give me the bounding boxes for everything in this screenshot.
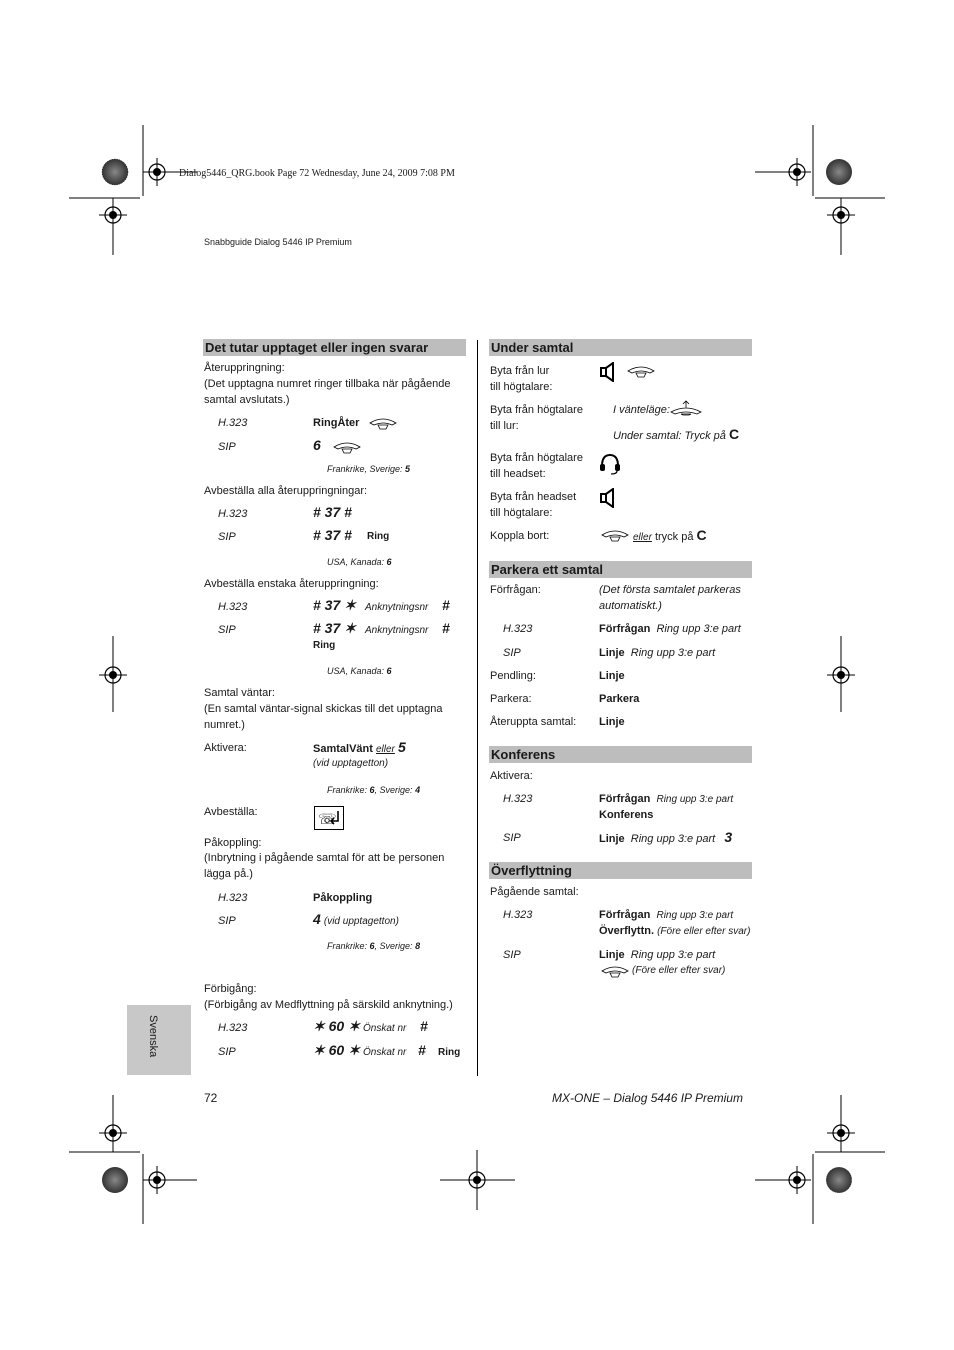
code-37-star: # 37 ✶ xyxy=(313,597,356,613)
footer-title: MX-ONE – Dialog 5446 IP Premium xyxy=(552,1091,743,1105)
transfer-h323-line: Förfrågan Ring upp 3:e part xyxy=(599,909,734,921)
label-sip: SIP xyxy=(218,624,236,636)
country-note: USA, Kanada: 6 xyxy=(327,557,392,567)
code-37: # 37 # xyxy=(313,504,352,520)
speaker-icon xyxy=(599,362,619,382)
row-speaker-to-headset-1: Byta från högtalare xyxy=(490,452,583,464)
label-sip: SIP xyxy=(503,647,521,659)
label-h323: H.323 xyxy=(503,793,533,805)
running-head: Snabbguide Dialog 5446 IP Premium xyxy=(204,237,352,247)
desc-recall-1: (Det upptagna numret ringer tillbaka när pågående xyxy=(204,378,451,390)
resume-label: Återuppta samtal: xyxy=(490,716,577,728)
language-tab xyxy=(127,1005,191,1075)
desc-intrusion-2: lägga på.) xyxy=(204,868,253,880)
section-header-park: Parkera ett samtal xyxy=(489,561,752,578)
during-call-press: Under samtal: Tryck på C xyxy=(613,426,740,442)
label-sip: SIP xyxy=(503,832,521,844)
label-sip: SIP xyxy=(218,1046,236,1058)
hash-key: # xyxy=(442,620,450,636)
park-sip-line: Linje Ring upp 3:e part xyxy=(599,647,716,659)
key-6: 6 xyxy=(313,437,321,453)
key-ring: Ring xyxy=(313,640,336,651)
language-tab-label: Svenska xyxy=(147,1015,159,1058)
row-handset-to-speaker-2: till högtalare: xyxy=(490,381,553,393)
toggle-label: Pendling: xyxy=(490,670,536,682)
subhead-recall: Återuppringning: xyxy=(204,362,285,374)
handset-icon xyxy=(626,365,656,379)
subhead-call-waiting: Samtal väntar: xyxy=(204,687,275,699)
activate-label: Aktivera: xyxy=(204,742,247,754)
section-header-during-call: Under samtal xyxy=(489,339,752,356)
row-speaker-to-headset-2: till headset: xyxy=(490,468,546,480)
park-note-1: (Det första samtalet parkeras xyxy=(599,584,741,596)
park-label: Parkera: xyxy=(490,693,532,705)
section-header-busy: Det tutar upptaget eller ingen svarar xyxy=(203,339,466,356)
conf-sip-line: Linje Ring upp 3:e part 3 xyxy=(599,829,733,845)
samtalvant-line: SamtalVänt eller 5 xyxy=(313,739,406,755)
desc-call-waiting-1: (En samtal väntar-signal skickas till det upptagna xyxy=(204,703,443,715)
key-pakoppling: Påkoppling xyxy=(313,892,373,904)
column-divider xyxy=(477,340,478,1076)
label-sip: SIP xyxy=(503,949,521,961)
key-linje: Linje xyxy=(599,716,625,728)
key-ringater: RingÅter xyxy=(313,417,360,429)
busy-tone-note: (vid upptagetton) xyxy=(313,758,389,769)
disconnect-alt: eller tryck på C xyxy=(633,527,707,543)
handset-lift-icon xyxy=(669,400,703,416)
handset-icon xyxy=(600,965,630,979)
cancel-label: Avbeställa: xyxy=(204,806,258,818)
key-ring: Ring xyxy=(438,1047,461,1058)
label-sip: SIP xyxy=(218,531,236,543)
country-note: Frankrike: 6, Sverige: 8 xyxy=(327,941,421,951)
wanted-number: Önskat nr xyxy=(363,1023,407,1034)
key-parkera: Parkera xyxy=(599,693,640,705)
transfer-note: (Före eller efter svar) xyxy=(632,965,726,976)
country-note: Frankrike, Sverige: 5 xyxy=(327,464,411,474)
desc-call-waiting-2: numret.) xyxy=(204,719,245,731)
desc-intrusion-1: (Inbrytning i pågående samtal för att be personen xyxy=(204,852,445,864)
label-h323: H.323 xyxy=(218,601,248,613)
ext-number: Anknytningsnr xyxy=(365,625,429,636)
park-note-2: automatiskt.) xyxy=(599,600,662,612)
subhead-intrusion: Påkoppling: xyxy=(204,837,262,849)
label-h323: H.323 xyxy=(218,1022,248,1034)
key-konferens: Konferens xyxy=(599,809,654,821)
page-number: 72 xyxy=(204,1091,218,1105)
phone-return-key-icon xyxy=(314,806,344,830)
key-linje: Linje xyxy=(599,670,625,682)
country-note: USA, Kanada: 6 xyxy=(327,666,392,676)
label-h323: H.323 xyxy=(503,909,533,921)
section-header-conference: Konferens xyxy=(489,746,752,763)
cancel-all-label: Avbeställa alla återuppringningar: xyxy=(204,485,368,497)
code-37-star: # 37 ✶ xyxy=(313,620,356,636)
speaker-icon xyxy=(599,488,619,508)
label-sip: SIP xyxy=(218,915,236,927)
wanted-number: Önskat nr xyxy=(363,1047,407,1058)
headset-icon xyxy=(599,453,621,475)
code-60: ✶ 60 ✶ xyxy=(313,1042,360,1058)
book-header: Dialog5446_QRG.book Page 72 Wednesday, June 24, 2009 7:08 PM xyxy=(179,168,455,179)
desc-bypass: (Förbigång av Medflyttning på särskild anknytning.) xyxy=(204,999,453,1011)
row-headset-to-speaker-1: Byta från headset xyxy=(490,491,577,503)
intrusion-code: 4 (vid upptagetton) xyxy=(313,911,399,927)
code-37: # 37 # xyxy=(313,527,352,543)
label-h323: H.323 xyxy=(218,892,248,904)
row-speaker-to-handset-2: till lur: xyxy=(490,420,519,432)
handset-icon xyxy=(332,441,362,455)
transfer-key-line: Överflyttn. (Före eller efter svar) xyxy=(599,925,751,937)
cancel-one-label: Avbeställa enstaka återuppringning: xyxy=(204,578,379,590)
on-hook-mode: I vänteläge: xyxy=(613,404,670,416)
transfer-sip-line: Linje Ring upp 3:e part xyxy=(599,949,716,961)
row-headset-to-speaker-2: till högtalare: xyxy=(490,507,553,519)
desc-recall-2: samtal avslutats.) xyxy=(204,394,290,406)
park-h323-line: Förfrågan Ring upp 3:e part xyxy=(599,623,741,635)
hash-key: # xyxy=(420,1018,428,1034)
ext-number: Anknytningsnr xyxy=(365,602,429,613)
label-h323: H.323 xyxy=(503,623,533,635)
hash-key: # xyxy=(442,597,450,613)
row-disconnect: Koppla bort: xyxy=(490,530,550,542)
key-ring: Ring xyxy=(367,531,390,542)
svg-text:☏: ☏ xyxy=(318,810,337,828)
label-h323: H.323 xyxy=(218,508,248,520)
label-h323: H.323 xyxy=(218,417,248,429)
handset-icon xyxy=(368,417,398,431)
row-handset-to-speaker-1: Byta från lur xyxy=(490,365,550,377)
country-note: Frankrike: 6, Sverige: 4 xyxy=(327,785,421,795)
conf-h323-line: Förfrågan Ring upp 3:e part xyxy=(599,793,734,805)
hash-key: # xyxy=(418,1042,426,1058)
handset-icon xyxy=(600,529,630,543)
code-60: ✶ 60 ✶ xyxy=(313,1018,360,1034)
section-header-transfer: Överflyttning xyxy=(489,862,752,879)
label-sip: SIP xyxy=(218,441,236,453)
enquiry-label: Förfrågan: xyxy=(490,584,541,596)
ongoing-call-label: Pågående samtal: xyxy=(490,886,579,898)
row-speaker-to-handset-1: Byta från högtalare xyxy=(490,404,583,416)
subhead-bypass: Förbigång: xyxy=(204,983,257,995)
activate-label: Aktivera: xyxy=(490,770,533,782)
